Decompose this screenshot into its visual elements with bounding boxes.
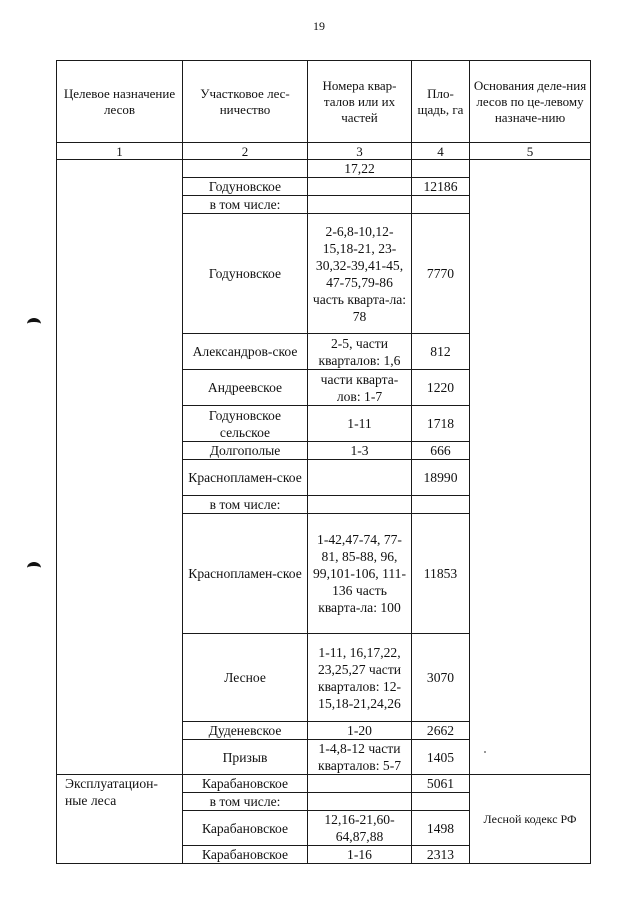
forestry-cell: Краснопламен-ское [183,514,308,634]
forestry-cell: Годуновское [183,178,308,196]
forestry-cell: Годуновское сельское [183,406,308,442]
header-area: Пло-щадь, га [412,61,470,143]
purpose-cell-empty [57,160,183,775]
header-forestry: Участковое лес-ничество [183,61,308,143]
header-basis: Основания деле-ния лесов по це-левому назначе-нию [470,61,591,143]
quarters-cell [308,793,412,811]
forestry-cell: в том числе: [183,496,308,514]
quarters-cell: 1-3 [308,442,412,460]
area-cell [412,160,470,178]
forestry-cell: Карабановское [183,811,308,846]
purpose-cell: Эксплуатацион-ные леса [57,775,183,864]
area-cell: 1220 [412,370,470,406]
forestry-cell: Андреевское [183,370,308,406]
scan-speck [484,751,486,753]
column-number: 4 [412,143,470,160]
forestry-cell: Лесное [183,634,308,722]
quarters-cell: 2-5, части кварталов: 1,6 [308,334,412,370]
area-cell: 666 [412,442,470,460]
forestry-cell: Долгополые [183,442,308,460]
quarters-cell: 1-4,8-12 части кварталов: 5-7 [308,740,412,775]
header-row [57,61,591,143]
area-cell: 12186 [412,178,470,196]
forestry-cell: в том числе: [183,196,308,214]
area-cell: 2313 [412,846,470,864]
forestry-cell [183,160,308,178]
quarters-cell [308,460,412,496]
header-purpose: Целевое назначение лесов [57,61,183,143]
basis-cell: Лесной кодекс РФ [470,775,591,864]
quarters-cell: части кварта-лов: 1-7 [308,370,412,406]
quarters-cell: 1-42,47-74, 77-81, 85-88, 96, 99,101-106, 111-136 часть кварта-ла: 100 [308,514,412,634]
area-cell: 3070 [412,634,470,722]
table-row [57,160,591,178]
area-cell [412,196,470,214]
area-cell: 18990 [412,460,470,496]
binding-hole-mark [27,562,41,574]
forestry-cell: Дуденевское [183,722,308,740]
forestry-cell: Карабановское [183,775,308,793]
page-number: 19 [313,19,325,33]
quarters-cell: 17,22 [308,160,412,178]
quarters-cell [308,496,412,514]
column-number: 1 [57,143,183,160]
area-cell: 1498 [412,811,470,846]
column-number-row [57,143,591,160]
area-cell: 1718 [412,406,470,442]
area-cell: 1405 [412,740,470,775]
quarters-cell: 2-6,8-10,12-15,18-21, 23-30,32-39,41-45, 47-75,79-86 часть кварта-ла: 78 [308,214,412,334]
column-number: 5 [470,143,591,160]
forestry-cell: Александров-ское [183,334,308,370]
area-cell [412,496,470,514]
column-number: 3 [308,143,412,160]
area-cell: 11853 [412,514,470,634]
column-number: 2 [183,143,308,160]
forest-division-table [56,60,591,864]
binding-hole-mark [27,318,41,330]
header-quarters: Номера квар-талов или их частей [308,61,412,143]
area-cell: 7770 [412,214,470,334]
forestry-cell: Годуновское [183,214,308,334]
basis-cell-empty [470,160,591,775]
quarters-cell: 1-11, 16,17,22, 23,25,27 части кварталов: 12-15,18-21,24,26 [308,634,412,722]
table-row [57,775,591,793]
forestry-cell: Краснопламен-ское [183,460,308,496]
quarters-cell: 1-11 [308,406,412,442]
area-cell: 812 [412,334,470,370]
quarters-cell: 1-16 [308,846,412,864]
quarters-cell [308,196,412,214]
quarters-cell: 12,16-21,60-64,87,88 [308,811,412,846]
quarters-cell [308,178,412,196]
quarters-cell [308,775,412,793]
forestry-cell: в том числе: [183,793,308,811]
forestry-cell: Призыв [183,740,308,775]
area-cell: 2662 [412,722,470,740]
forestry-cell: Карабановское [183,846,308,864]
area-cell: 5061 [412,775,470,793]
quarters-cell: 1-20 [308,722,412,740]
area-cell [412,793,470,811]
